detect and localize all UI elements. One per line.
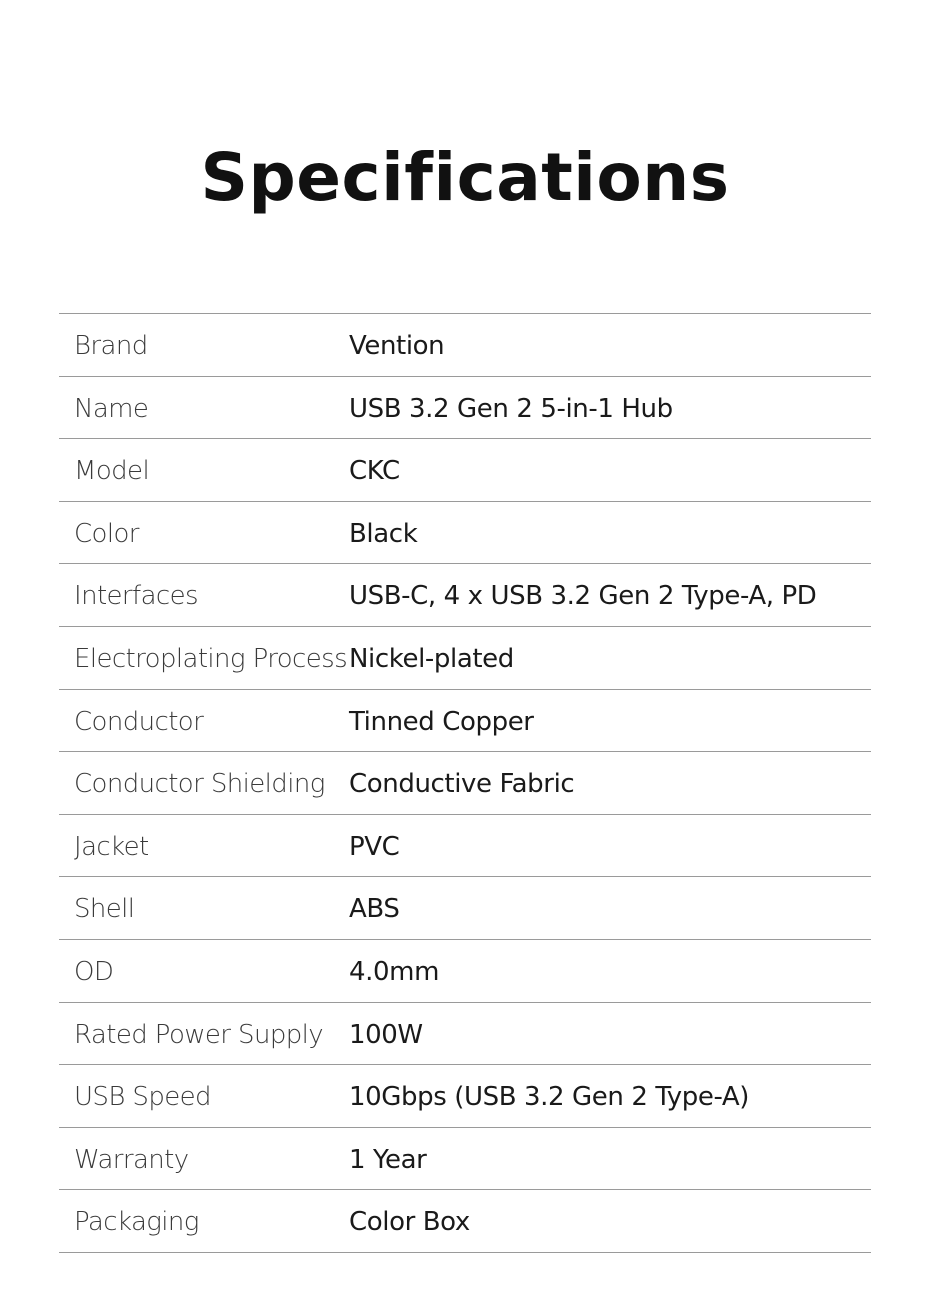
page-title: Specifications [200, 139, 730, 216]
spec-value: Vention [349, 331, 445, 361]
table-row [59, 314, 871, 377]
spec-label: Conductor [74, 706, 204, 737]
spec-label: Shell [74, 894, 135, 925]
spec-label: Interfaces [74, 581, 198, 612]
spec-value: Black [349, 518, 418, 549]
spec-label: Model [74, 456, 150, 487]
spec-value: USB 3.2 Gen 2 5-in-1 Hub [349, 393, 673, 424]
table-row [59, 815, 871, 878]
spec-label: USB Speed [74, 1082, 211, 1113]
spec-value: 100W [349, 1019, 423, 1050]
spec-value: Conductive Fabric [349, 769, 575, 800]
spec-value: 10Gbps (USB 3.2 Gen 2 Type-A) [349, 1082, 749, 1113]
spec-label: Packaging [74, 1207, 199, 1238]
spec-value: CKC [349, 456, 400, 487]
table-row [59, 502, 871, 565]
table-row [59, 1065, 871, 1128]
spec-value: 1 Year [349, 1144, 427, 1175]
spec-value: Tinned Copper [349, 706, 534, 737]
table-row [59, 1003, 871, 1066]
table-row [59, 564, 871, 627]
spec-label: Warranty [74, 1144, 189, 1175]
spec-label: Jacket [74, 831, 149, 862]
spec-value: 4.0mm [349, 956, 440, 987]
table-row [59, 877, 871, 940]
spec-value: Color Box [349, 1207, 470, 1238]
specifications-table [59, 313, 871, 1253]
spec-label: Rated Power Supply [74, 1019, 324, 1050]
spec-label: Conductor Shielding [74, 769, 325, 800]
table-row [59, 1128, 871, 1191]
table-row [59, 1190, 871, 1253]
spec-label: Name [74, 393, 149, 424]
spec-label: Brand [74, 331, 148, 361]
table-row [59, 940, 871, 1003]
table-row [59, 752, 871, 815]
table-row [59, 377, 871, 440]
spec-value: ABS [349, 894, 400, 925]
spec-value: PVC [349, 831, 400, 862]
spec-label: OD [74, 956, 114, 987]
table-row [59, 690, 871, 753]
table-row [59, 627, 871, 690]
table-row [59, 439, 871, 502]
spec-label: Electroplating Process [74, 643, 348, 674]
spec-value: Nickel-plated [349, 643, 514, 674]
spec-value: USB-C, 4 x USB 3.2 Gen 2 Type-A, PD [349, 581, 817, 612]
spec-label: Color [74, 518, 139, 549]
